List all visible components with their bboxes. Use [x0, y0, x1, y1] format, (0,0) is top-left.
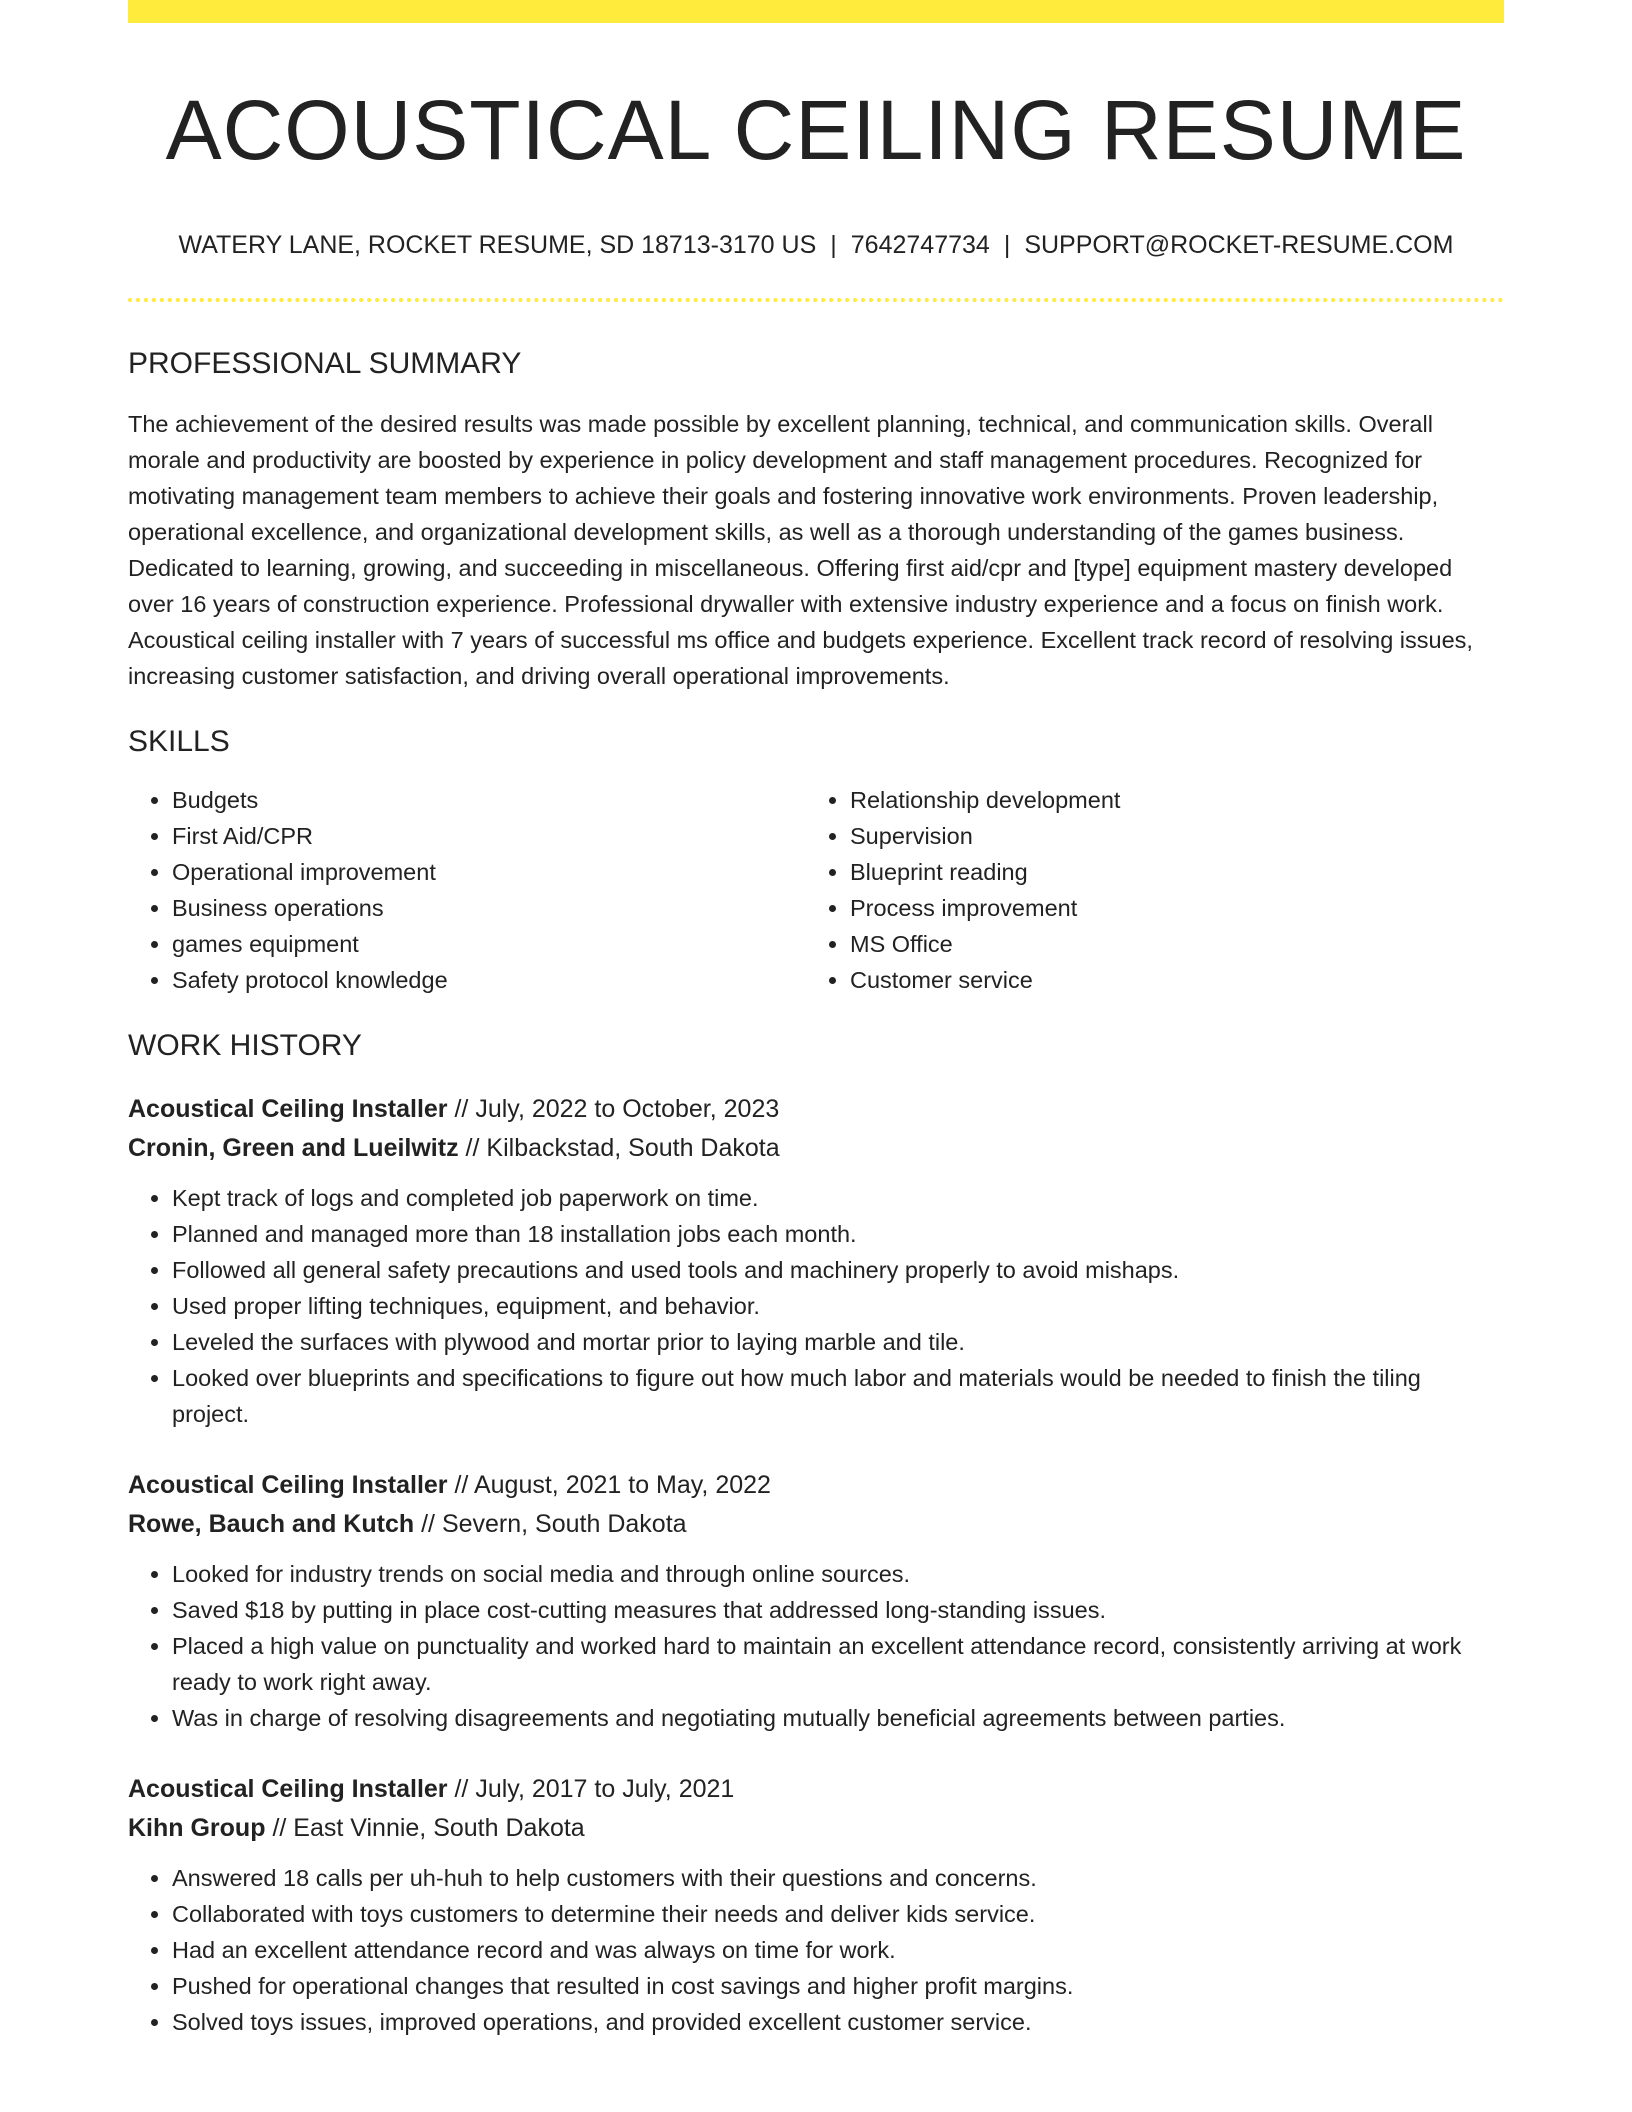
job-bullet: • Planned and managed more than 18 installation jobs each month. [172, 1216, 1504, 1252]
skill-item: • Customer service [850, 962, 1484, 998]
skill-item: • Operational improvement [172, 854, 806, 890]
job-separator: // [272, 1814, 287, 1842]
skill-item: • First Aid/CPR [172, 818, 806, 854]
skills-heading: SKILLS [128, 725, 230, 758]
job-company: Kihn Group [128, 1814, 266, 1842]
job-bullet: • Leveled the surfaces with plywood and mortar prior to laying marble and tile. [172, 1324, 1504, 1360]
summary-text: The achievement of the desired results was made possible by excellent planning, technical, and communication skills. Overall morale and productivity are boosted by experience in policy development and staff management procedures. Recognized for motivating management team members to achieve their goals and fostering innovative work environments. Proven leadership, operational excellence, and organizational development skills, as well as a thorough understanding of the games business. Dedicated to learning, growing, and succeeding in miscellaneous. Offering first aid/cpr and [type] equipment mastery developed over 16 years of construction experience. Professional drywaller with extensive industry experience and a focus on finish work. Acoustical ceiling installer with 7 years of successful ms office and budgets experience. Excellent track record of resolving issues, increasing customer satisfaction, and driving overall operational improvements. [128, 411, 1473, 689]
job-bullet: • Answered 18 calls per uh-huh to help customers with their questions and concerns. [172, 1860, 1504, 1896]
job-bullet: • Was in charge of resolving disagreements and negotiating mutually beneficial agreements between parties. [172, 1700, 1504, 1736]
job-separator: // [454, 1775, 469, 1803]
job-bullet: • Saved $18 by putting in place cost-cutting measures that addressed long-standing issues. [172, 1592, 1504, 1628]
job-role: Acoustical Ceiling Installer [128, 1095, 448, 1123]
job-role-line [128, 1090, 1504, 1129]
work-history-heading: WORK HISTORY [128, 1029, 362, 1062]
skills-list-left [128, 782, 806, 998]
contact-email: SUPPORT@ROCKET-RESUME.COM [1024, 231, 1454, 259]
job-company: Cronin, Green and Lueilwitz [128, 1134, 459, 1162]
job-role-line [128, 1466, 1504, 1505]
job-separator: // [454, 1471, 469, 1499]
contact-line [128, 230, 1504, 260]
page-title: ACOUSTICAL CEILING RESUME [165, 83, 1467, 177]
job-location: Kilbackstad, South Dakota [486, 1134, 780, 1162]
job-entry [128, 1090, 1504, 1432]
job-bullet: • Solved toys issues, improved operations, and provided excellent customer service. [172, 2004, 1504, 2040]
job-bullets [128, 1556, 1504, 1736]
skills-list-right [806, 782, 1484, 998]
job-separator: // [421, 1510, 435, 1538]
job-separator: // [454, 1095, 469, 1123]
skill-item: • games equipment [172, 926, 806, 962]
job-company: Rowe, Bauch and Kutch [128, 1510, 415, 1538]
job-bullet: • Followed all general safety precautions and used tools and machinery properly to avoid mishaps. [172, 1252, 1504, 1288]
job-bullet: • Placed a high value on punctuality and worked hard to maintain an excellent attendance record, consistently arriving at work ready to work right away. [172, 1628, 1504, 1700]
skill-item: • MS Office [850, 926, 1484, 962]
job-location: East Vinnie, South Dakota [293, 1814, 585, 1842]
resume-content [128, 0, 1504, 2040]
job-dates: July, 2022 to October, 2023 [475, 1095, 780, 1123]
job-company-line [128, 1129, 1504, 1168]
contact-phone: 7642747734 [850, 231, 990, 259]
skill-item: • Process improvement [850, 890, 1484, 926]
job-company-line [128, 1809, 1504, 1848]
skill-item: • Relationship development [850, 782, 1484, 818]
job-role: Acoustical Ceiling Installer [128, 1471, 448, 1499]
job-bullet: • Had an excellent attendance record and was always on time for work. [172, 1932, 1504, 1968]
job-company-line [128, 1505, 1504, 1544]
job-bullets [128, 1860, 1504, 2040]
skill-item: • Safety protocol knowledge [172, 962, 806, 998]
job-bullets [128, 1180, 1504, 1432]
job-role: Acoustical Ceiling Installer [128, 1775, 448, 1803]
job-dates: July, 2017 to July, 2021 [475, 1775, 735, 1803]
job-bullet: • Collaborated with toys customers to determine their needs and deliver kids service. [172, 1896, 1504, 1932]
job-bullet: • Looked for industry trends on social media and through online sources. [172, 1556, 1504, 1592]
job-bullet: • Kept track of logs and completed job paperwork on time. [172, 1180, 1504, 1216]
contact-separator: | [1003, 231, 1011, 259]
job-bullet: • Used proper lifting techniques, equipment, and behavior. [172, 1288, 1504, 1324]
skill-item: • Supervision [850, 818, 1484, 854]
job-bullet: • Looked over blueprints and specifications to figure out how much labor and materials would be needed to finish the tiling project. [172, 1360, 1504, 1432]
skills-columns [128, 782, 1504, 998]
job-dates: August, 2021 to May, 2022 [473, 1471, 771, 1499]
dotted-divider [128, 298, 1504, 302]
skill-item: • Budgets [172, 782, 806, 818]
job-bullet: • Pushed for operational changes that resulted in cost savings and higher profit margins. [172, 1968, 1504, 2004]
job-role-line [128, 1770, 1504, 1809]
contact-address: WATERY LANE, ROCKET RESUME, SD 18713-3170 US [178, 231, 817, 259]
job-entry [128, 1466, 1504, 1736]
job-entry [128, 1770, 1504, 2040]
contact-separator: | [830, 231, 837, 259]
job-separator: // [465, 1134, 480, 1162]
skill-item: • Blueprint reading [850, 854, 1484, 890]
skill-item: • Business operations [172, 890, 806, 926]
summary-heading: PROFESSIONAL SUMMARY [128, 347, 522, 380]
job-location: Severn, South Dakota [441, 1510, 687, 1538]
